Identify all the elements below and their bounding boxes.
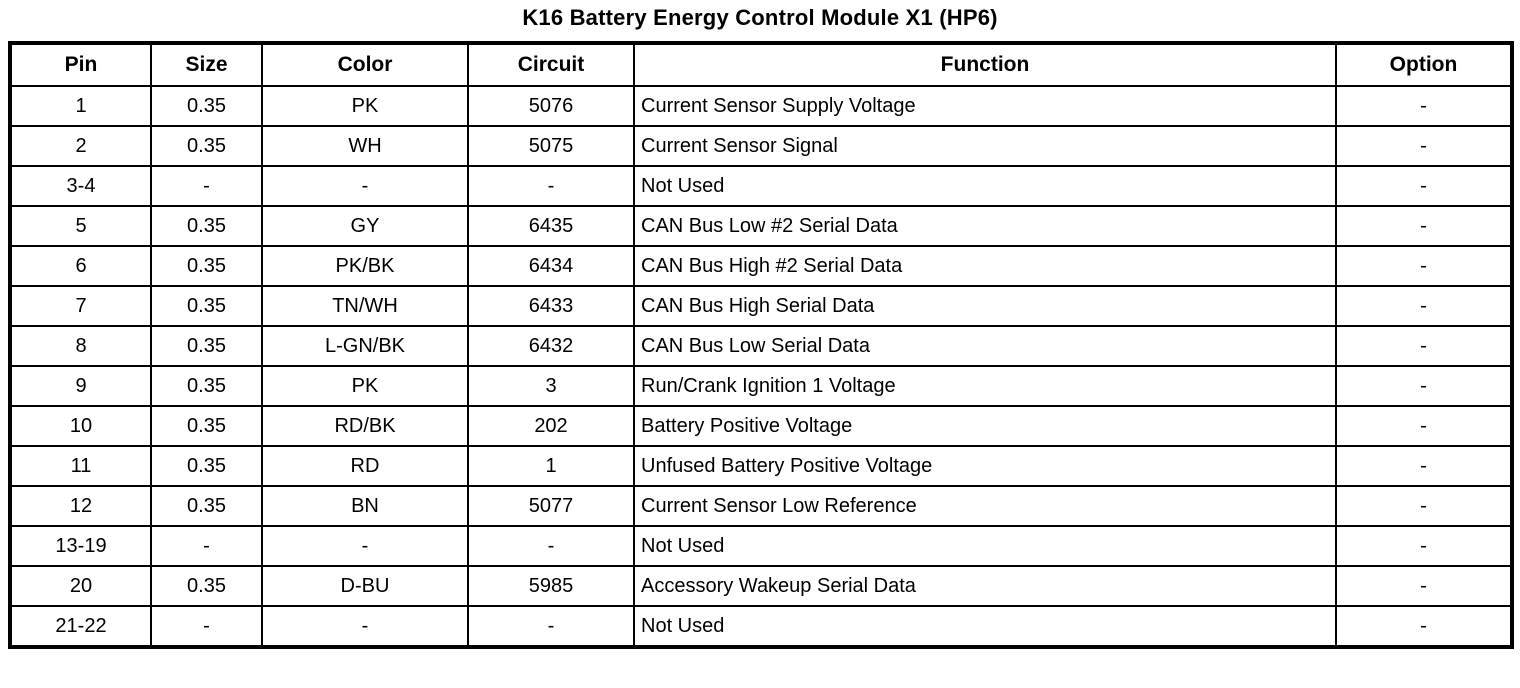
table-row bbox=[10, 366, 1512, 406]
cell-function: CAN Bus High #2 Serial Data bbox=[634, 246, 1336, 286]
cell-circuit: 6432 bbox=[468, 326, 634, 366]
cell-circuit: 5077 bbox=[468, 486, 634, 526]
cell-color: PK bbox=[262, 366, 468, 406]
cell-option: - bbox=[1336, 486, 1512, 526]
cell-pin: 3-4 bbox=[10, 166, 151, 206]
cell-color: BN bbox=[262, 486, 468, 526]
table-row bbox=[10, 126, 1512, 166]
cell-color: D-BU bbox=[262, 566, 468, 606]
cell-circuit: 1 bbox=[468, 446, 634, 486]
cell-circuit: - bbox=[468, 606, 634, 647]
header-option: Option bbox=[1336, 43, 1512, 86]
cell-option: - bbox=[1336, 86, 1512, 126]
table-row bbox=[10, 486, 1512, 526]
cell-color: - bbox=[262, 526, 468, 566]
cell-option: - bbox=[1336, 366, 1512, 406]
cell-function: Accessory Wakeup Serial Data bbox=[634, 566, 1336, 606]
cell-size: 0.35 bbox=[151, 486, 262, 526]
cell-pin: 9 bbox=[10, 366, 151, 406]
cell-option: - bbox=[1336, 446, 1512, 486]
cell-size: 0.35 bbox=[151, 366, 262, 406]
page-title: K16 Battery Energy Control Module X1 (HP6) bbox=[522, 5, 998, 30]
cell-option: - bbox=[1336, 246, 1512, 286]
cell-circuit: 202 bbox=[468, 406, 634, 446]
cell-circuit: - bbox=[468, 166, 634, 206]
table-row bbox=[10, 566, 1512, 606]
table-header bbox=[10, 43, 1512, 86]
table-row bbox=[10, 326, 1512, 366]
cell-function: Battery Positive Voltage bbox=[634, 406, 1336, 446]
cell-color: L-GN/BK bbox=[262, 326, 468, 366]
cell-pin: 12 bbox=[10, 486, 151, 526]
cell-option: - bbox=[1336, 566, 1512, 606]
cell-function: Unfused Battery Positive Voltage bbox=[634, 446, 1336, 486]
cell-size: 0.35 bbox=[151, 246, 262, 286]
cell-color: PK bbox=[262, 86, 468, 126]
cell-circuit: 5985 bbox=[468, 566, 634, 606]
cell-size: 0.35 bbox=[151, 566, 262, 606]
cell-function: Not Used bbox=[634, 526, 1336, 566]
header-pin: Pin bbox=[10, 43, 151, 86]
cell-size: - bbox=[151, 606, 262, 647]
table-row bbox=[10, 526, 1512, 566]
cell-color: RD/BK bbox=[262, 406, 468, 446]
cell-pin: 13-19 bbox=[10, 526, 151, 566]
cell-pin: 8 bbox=[10, 326, 151, 366]
cell-size: - bbox=[151, 526, 262, 566]
table-row bbox=[10, 286, 1512, 326]
cell-size: 0.35 bbox=[151, 86, 262, 126]
cell-pin: 10 bbox=[10, 406, 151, 446]
cell-pin: 11 bbox=[10, 446, 151, 486]
cell-circuit: 6435 bbox=[468, 206, 634, 246]
cell-circuit: 6433 bbox=[468, 286, 634, 326]
header-size: Size bbox=[151, 43, 262, 86]
cell-function: Current Sensor Supply Voltage bbox=[634, 86, 1336, 126]
table-row bbox=[10, 166, 1512, 206]
cell-color: TN/WH bbox=[262, 286, 468, 326]
pinout-table bbox=[8, 41, 1514, 649]
cell-pin: 7 bbox=[10, 286, 151, 326]
cell-circuit: 5075 bbox=[468, 126, 634, 166]
header-color: Color bbox=[262, 43, 468, 86]
cell-color: - bbox=[262, 166, 468, 206]
cell-pin: 20 bbox=[10, 566, 151, 606]
cell-color: WH bbox=[262, 126, 468, 166]
cell-pin: 1 bbox=[10, 86, 151, 126]
cell-size: 0.35 bbox=[151, 126, 262, 166]
cell-color: GY bbox=[262, 206, 468, 246]
cell-option: - bbox=[1336, 286, 1512, 326]
header-circuit: Circuit bbox=[468, 43, 634, 86]
cell-pin: 5 bbox=[10, 206, 151, 246]
cell-size: 0.35 bbox=[151, 206, 262, 246]
cell-function: CAN Bus Low #2 Serial Data bbox=[634, 206, 1336, 246]
table-row bbox=[10, 246, 1512, 286]
cell-pin: 2 bbox=[10, 126, 151, 166]
cell-pin: 21-22 bbox=[10, 606, 151, 647]
cell-function: Run/Crank Ignition 1 Voltage bbox=[634, 366, 1336, 406]
cell-function: Not Used bbox=[634, 166, 1336, 206]
table-row bbox=[10, 606, 1512, 647]
header-function: Function bbox=[634, 43, 1336, 86]
cell-option: - bbox=[1336, 166, 1512, 206]
cell-option: - bbox=[1336, 606, 1512, 647]
cell-size: 0.35 bbox=[151, 446, 262, 486]
cell-option: - bbox=[1336, 326, 1512, 366]
cell-circuit: - bbox=[468, 526, 634, 566]
cell-size: - bbox=[151, 166, 262, 206]
table-row bbox=[10, 86, 1512, 126]
cell-function: CAN Bus Low Serial Data bbox=[634, 326, 1336, 366]
cell-color: PK/BK bbox=[262, 246, 468, 286]
cell-size: 0.35 bbox=[151, 406, 262, 446]
cell-function: Current Sensor Signal bbox=[634, 126, 1336, 166]
header-row bbox=[10, 43, 1512, 86]
cell-circuit: 5076 bbox=[468, 86, 634, 126]
cell-pin: 6 bbox=[10, 246, 151, 286]
table-row bbox=[10, 406, 1512, 446]
cell-size: 0.35 bbox=[151, 326, 262, 366]
table-body bbox=[10, 86, 1512, 647]
cell-option: - bbox=[1336, 126, 1512, 166]
cell-function: CAN Bus High Serial Data bbox=[634, 286, 1336, 326]
cell-option: - bbox=[1336, 406, 1512, 446]
table-row bbox=[10, 206, 1512, 246]
cell-color: - bbox=[262, 606, 468, 647]
cell-circuit: 3 bbox=[468, 366, 634, 406]
cell-size: 0.35 bbox=[151, 286, 262, 326]
cell-color: RD bbox=[262, 446, 468, 486]
cell-function: Not Used bbox=[634, 606, 1336, 647]
cell-circuit: 6434 bbox=[468, 246, 634, 286]
cell-option: - bbox=[1336, 526, 1512, 566]
cell-option: - bbox=[1336, 206, 1512, 246]
table-row bbox=[10, 446, 1512, 486]
cell-function: Current Sensor Low Reference bbox=[634, 486, 1336, 526]
